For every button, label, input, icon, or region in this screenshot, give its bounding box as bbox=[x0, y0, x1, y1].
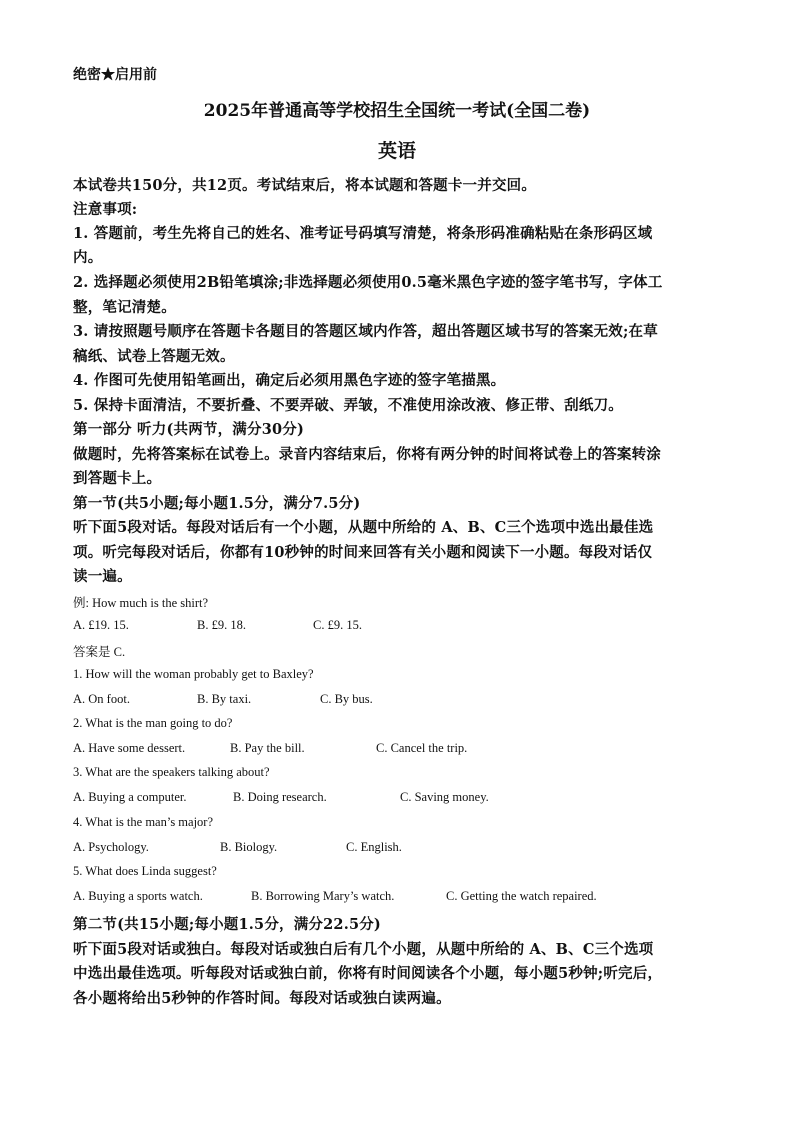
example-answer: 答案是 C. bbox=[73, 645, 126, 659]
section1-instructions: 读一遍。 bbox=[73, 568, 132, 585]
example-question: 例: How much is the shirt? bbox=[73, 596, 209, 610]
notice-line: 稿纸、试卷上答题无效。 bbox=[73, 348, 235, 365]
option-c: C. English. bbox=[346, 840, 402, 854]
section2-instructions: 听下面5段对话或独白。每段对话或独白后有几个小题，从题中所给的 A、B、C三个选项 bbox=[73, 941, 654, 958]
notice-line: 2. 选择题必须使用2B铅笔填涂;非选择题必须使用0.5毫米黑色字迹的签字笔书写，字体工 bbox=[73, 274, 663, 291]
option-b: B. Borrowing Mary’s watch. bbox=[251, 889, 395, 903]
notice-line: 1. 答题前，考生先将自己的姓名、准考证号码填写清楚，将条形码准确粘贴在条形码区域 bbox=[73, 225, 653, 242]
notice-line: 内。 bbox=[73, 249, 103, 266]
confidential-label: 绝密★启用前 bbox=[73, 67, 157, 83]
option-a: A. On foot. bbox=[73, 692, 130, 706]
notice-line: 整，笔记清楚。 bbox=[73, 299, 176, 316]
question-text: 1. How will the woman probably get to Baxley? bbox=[73, 667, 314, 681]
option-a: A. £19. 15. bbox=[73, 618, 129, 632]
section2-instructions: 中选出最佳选项。听每段对话或独白前，你将有时间阅读各个小题，每小题5秒钟;听完后， bbox=[73, 965, 663, 982]
option-a: A. Have some dessert. bbox=[73, 741, 186, 755]
option-b: B. Doing research. bbox=[233, 790, 327, 804]
option-a: A. Psychology. bbox=[73, 840, 149, 854]
option-b: B. Biology. bbox=[220, 840, 278, 854]
question-text: 4. What is the man’s major? bbox=[73, 815, 214, 829]
notice-line: 5. 保持卡面清洁，不要折叠、不要弄破、弄皱，不准使用涂改液、修正带、刮纸刀。 bbox=[73, 397, 623, 414]
option-c: C. £9. 15. bbox=[313, 618, 362, 632]
exam-title: 2025年普通高等学校招生全国统一考试(全国二卷) bbox=[203, 101, 591, 121]
option-b: B. Pay the bill. bbox=[230, 741, 305, 755]
option-c: C. Saving money. bbox=[400, 790, 489, 804]
exam-summary: 本试卷共150分，共12页。考试结束后，将本试题和答题卡一并交回。 bbox=[73, 177, 537, 194]
question-text: 2. What is the man going to do? bbox=[73, 716, 233, 730]
section2-instructions: 各小题将给出5秒钟的作答时间。每段对话或独白读两遍。 bbox=[73, 990, 451, 1007]
notice-heading: 注意事项: bbox=[73, 201, 138, 218]
subject-title: 英语 bbox=[377, 140, 416, 162]
part1-heading: 第一部分 听力(共两节，满分30分) bbox=[73, 421, 305, 438]
notice-line: 3. 请按照题号顺序在答题卡各题目的答题区域内作答，超出答题区域书写的答案无效;在草 bbox=[73, 323, 658, 340]
option-c: C. By bus. bbox=[320, 692, 373, 706]
option-c: C. Getting the watch repaired. bbox=[446, 889, 597, 903]
question-text: 5. What does Linda suggest? bbox=[73, 864, 217, 878]
option-b: B. By taxi. bbox=[197, 692, 252, 706]
option-a: A. Buying a computer. bbox=[73, 790, 187, 804]
section1-instructions: 项。听完每段对话后，你都有10秒钟的时间来回答有关小题和阅读下一小题。每段对话仅 bbox=[73, 544, 653, 561]
section1-heading: 第一节(共5小题;每小题1.5分，满分7.5分) bbox=[73, 495, 361, 512]
section2-heading: 第二节(共15小题;每小题1.5分，满分22.5分) bbox=[73, 916, 381, 933]
option-b: B. £9. 18. bbox=[197, 618, 246, 632]
option-a: A. Buying a sports watch. bbox=[73, 889, 203, 903]
part1-instructions: 到答题卡上。 bbox=[73, 470, 162, 487]
notice-line: 4. 作图可先使用铅笔画出，确定后必须用黑色字迹的签字笔描黑。 bbox=[73, 372, 506, 389]
question-text: 3. What are the speakers talking about? bbox=[73, 765, 270, 779]
option-c: C. Cancel the trip. bbox=[376, 741, 468, 755]
section1-instructions: 听下面5段对话。每段对话后有一个小题，从题中所给的 A、B、C三个选项中选出最佳选 bbox=[73, 519, 654, 536]
part1-instructions: 做题时，先将答案标在试卷上。录音内容结束后，你将有两分钟的时间将试卷上的答案转涂 bbox=[73, 446, 661, 463]
